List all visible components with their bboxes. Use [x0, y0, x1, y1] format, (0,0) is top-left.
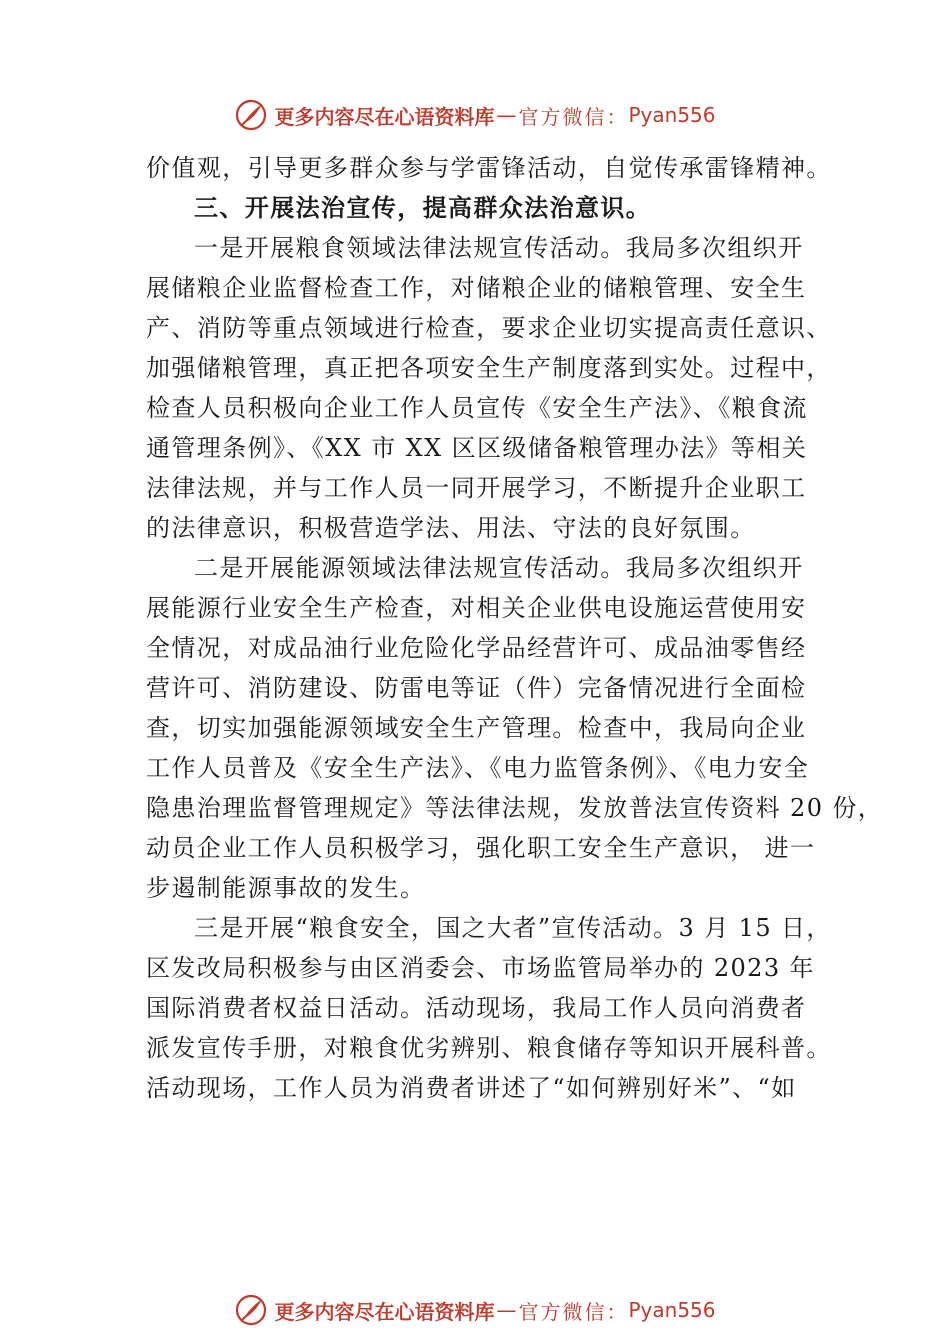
text-line: 全情况，对成品油行业危险化学品经营许可、成品油零售经	[146, 634, 807, 662]
paragraph-start-line: 三是开展“粮食安全，国之大者”宣传活动。3 月 15 日，	[194, 914, 832, 942]
text-line: 法律法规，并与工作人员一同开展学习，不断提升企业职工	[146, 474, 807, 502]
text-line: 展储粮企业监督检查工作，对储粮企业的储粮管理、安全生	[146, 274, 807, 302]
document-body	[146, 148, 884, 1108]
text-line: 工作人员普及《安全生产法》、《电力监管条例》、《电力安全	[146, 754, 810, 782]
text-line: 动员企业工作人员积极学习，强化职工安全生产意识， 进一	[146, 834, 816, 862]
text-line: 的法律意识，积极营造学法、用法、守法的良好氛围。	[146, 514, 756, 542]
paragraph-start-line: 一是开展粮食领域法律法规宣传活动。我局多次组织开	[194, 234, 804, 262]
section-heading: 三、开展法治宣传，提高群众法治意识。	[194, 193, 652, 222]
text-line: 区发改局积极参与由区消委会、市场监管局举办的 2023 年	[146, 954, 815, 982]
text-line: 国际消费者权益日活动。活动现场，我局工作人员向消费者	[146, 994, 807, 1022]
text-line: 步遏制能源事故的发生。	[146, 874, 426, 902]
paragraph-start-line: 二是开展能源领域法律法规宣传活动。我局多次组织开	[194, 554, 804, 582]
watermark-label: 官方微信：	[518, 1299, 629, 1324]
header-watermark	[0, 95, 950, 135]
text-line: 隐患治理监督管理规定》等法律法规，发放普法宣传资料 20 份，	[146, 794, 884, 822]
watermark-separator: —	[496, 103, 517, 127]
watermark-label: 官方微信：	[518, 104, 629, 129]
text-line: 派发宣传手册，对粮食优劣辨别、粮食储存等知识开展科普。	[146, 1034, 832, 1062]
watermark-wechat-id: Pyan556	[628, 1298, 716, 1322]
watermark-wechat-id: Pyan556	[628, 103, 716, 127]
quill-pen-logo-icon	[234, 98, 268, 132]
watermark-brand: 更多内容尽在心语资料库	[274, 104, 495, 129]
text-line: 产、消防等重点领域进行检查，要求企业切实提高责任意识、	[146, 314, 832, 342]
text-line: 查，切实加强能源领域安全生产管理。检查中，我局向企业	[146, 714, 807, 742]
text-line: 加强储粮管理，真正把各项安全生产制度落到实处。过程中，	[146, 354, 832, 382]
text-line: 展能源行业安全生产检查，对相关企业供电设施运营使用安	[146, 594, 807, 622]
text-line: 价值观，引导更多群众参与学雷锋活动，自觉传承雷锋精神。	[146, 154, 832, 182]
text-line: 活动现场，工作人员为消费者讲述了“如何辨别好米”、“如	[146, 1074, 797, 1102]
watermark-separator: —	[496, 1298, 517, 1322]
text-line: 检查人员积极向企业工作人员宣传《安全生产法》、《粮食流	[146, 394, 808, 422]
footer-watermark	[0, 1290, 950, 1330]
text-line: 营许可、消防建设、防雷电等证（件）完备情况进行全面检	[146, 674, 807, 702]
quill-pen-logo-icon	[234, 1293, 268, 1327]
watermark-brand: 更多内容尽在心语资料库	[274, 1299, 495, 1324]
text-line: 通管理条例》、《XX 市 XX 区区级储备粮管理办法》等相关	[146, 434, 808, 462]
